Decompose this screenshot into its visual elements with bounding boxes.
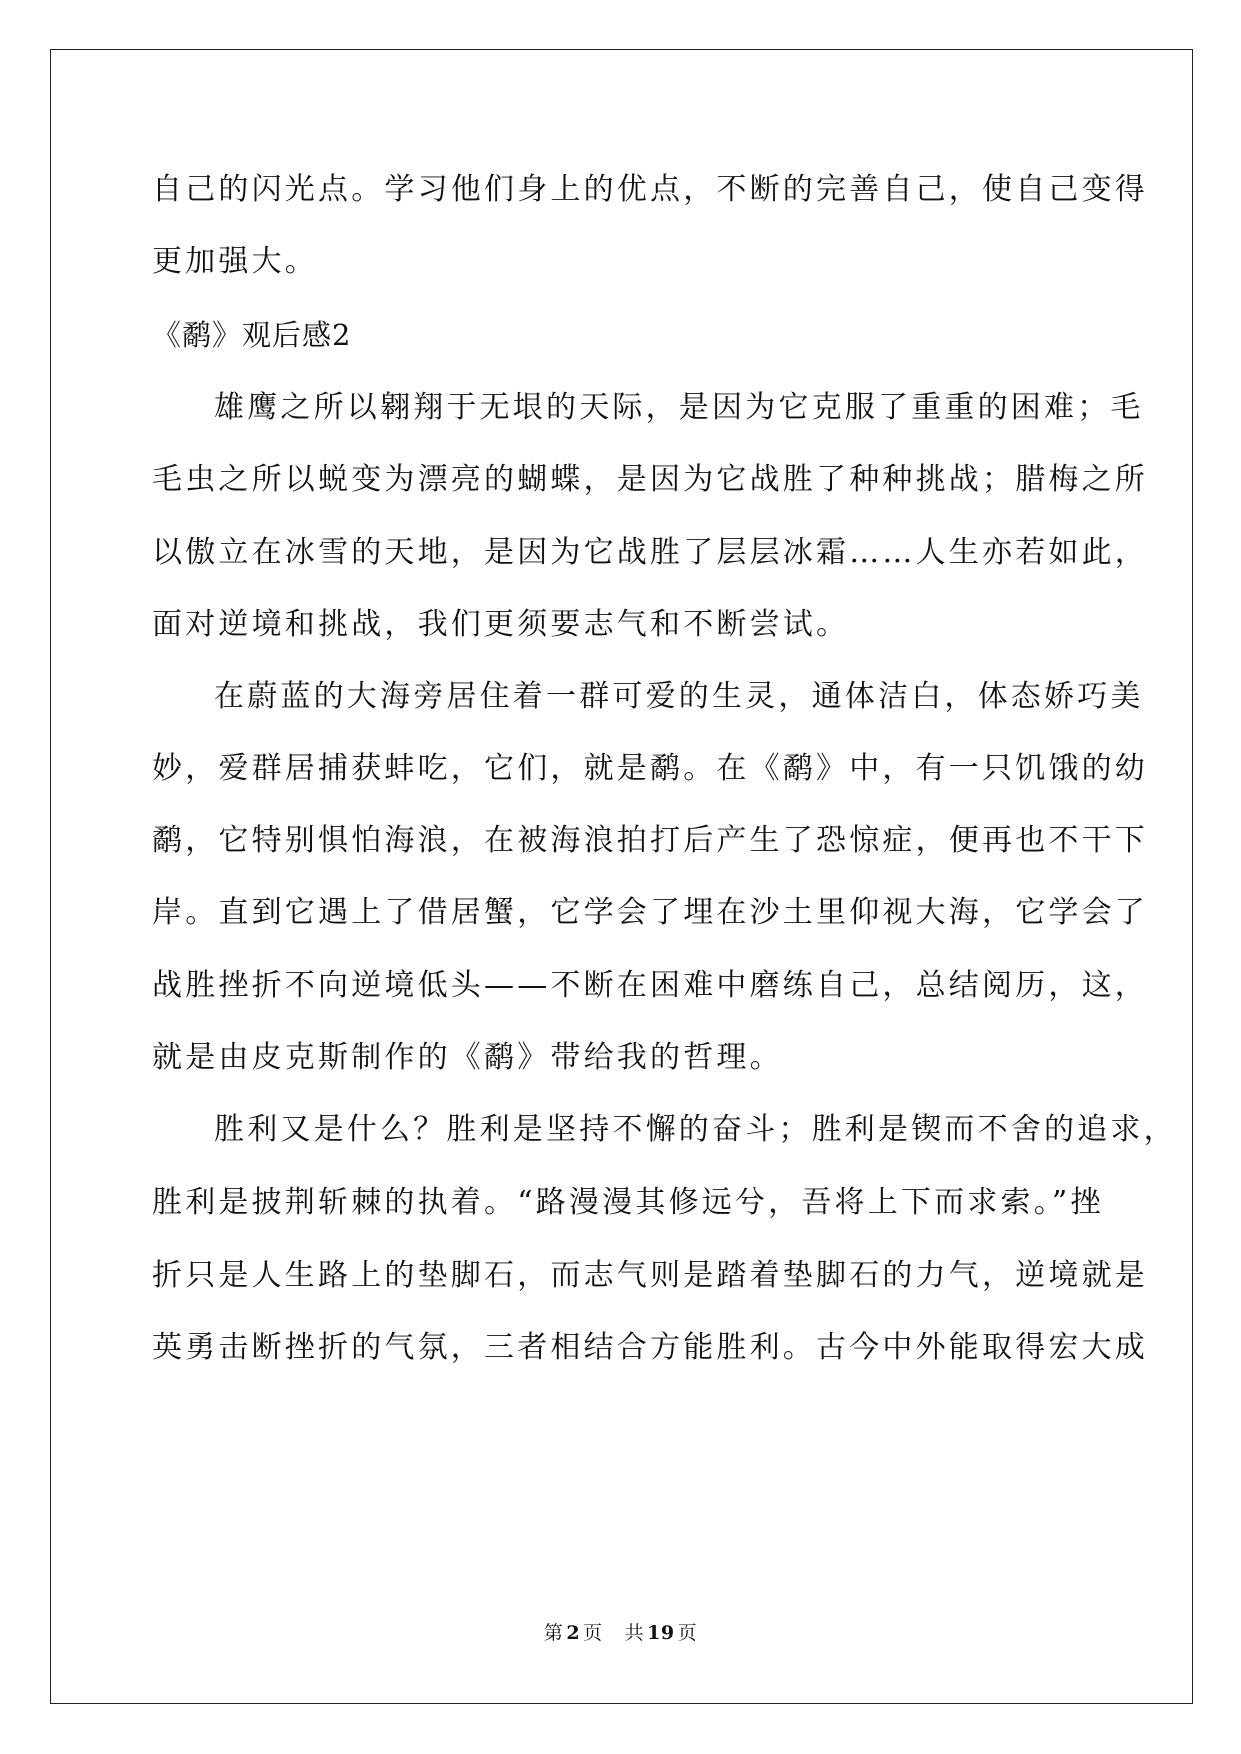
paragraph-line: 以傲立在冰雪的天地，是因为它战胜了层层冰霜……人生亦若如此， <box>152 535 1148 570</box>
paragraph-line: 面对逆境和挑战，我们更须要志气和不断尝试。 <box>152 607 850 642</box>
paragraph-line: 鹬，它特别惧怕海浪，在被海浪拍打后产生了恐惊症，便再也不干下 <box>152 823 1148 858</box>
paragraph-line: 在蔚蓝的大海旁居住着一群可爱的生灵，通体洁白，体态娇巧美 <box>214 679 1144 714</box>
page-unit: 页 <box>583 1622 603 1644</box>
page-prefix: 第 <box>543 1622 564 1644</box>
paragraph-line: 自己的闪光点。学习他们身上的优点，不断的完善自己，使自己变得 <box>152 172 1148 207</box>
total-unit: 页 <box>677 1622 698 1644</box>
paragraph-line: 雄鹰之所以翱翔于无垠的天际，是因为它克服了重重的困难；毛 <box>214 390 1144 425</box>
total-page-count: 19 <box>647 1622 675 1644</box>
paragraph-line: 胜利是披荆斩棘的执着。“路漫漫其修远兮，吾将上下而求索。”挫 <box>152 1185 1104 1220</box>
paragraph-line: 折只是人生路上的垫脚石，而志气则是踏着垫脚石的力气，逆境就是 <box>152 1258 1148 1293</box>
paragraph-line: 毛虫之所以蜕变为漂亮的蝴蝶，是因为它战胜了种种挑战；腊梅之所 <box>152 462 1148 497</box>
paragraph-line: 妙，爱群居捕获蚌吃，它们，就是鹬。在《鹬》中，有一只饥饿的幼 <box>152 751 1148 786</box>
paragraph-line: 胜利又是什么？胜利是坚持不懈的奋斗；胜利是锲而不舍的追求， <box>214 1112 1177 1147</box>
paragraph-line: 更加强大。 <box>152 244 318 279</box>
paragraph-line: 战胜挫折不向逆境低头——不断在困难中磨练自己，总结阅历，这， <box>152 968 1148 1003</box>
paragraph-line: 就是由皮克斯制作的《鹬》带给我的哲理。 <box>152 1040 783 1075</box>
page-border <box>50 49 1193 1704</box>
paragraph-line: 岸。直到它遇上了借居蟹，它学会了埋在沙土里仰视大海，它学会了 <box>152 895 1148 930</box>
total-prefix: 共 <box>624 1622 645 1644</box>
paragraph-line: 英勇击断挫折的气氛，三者相结合方能胜利。古今中外能取得宏大成 <box>152 1330 1148 1365</box>
section-heading: 《鹬》观后感2 <box>152 318 352 352</box>
current-page-number: 2 <box>566 1622 581 1644</box>
page-number-footer <box>0 1621 1241 1645</box>
